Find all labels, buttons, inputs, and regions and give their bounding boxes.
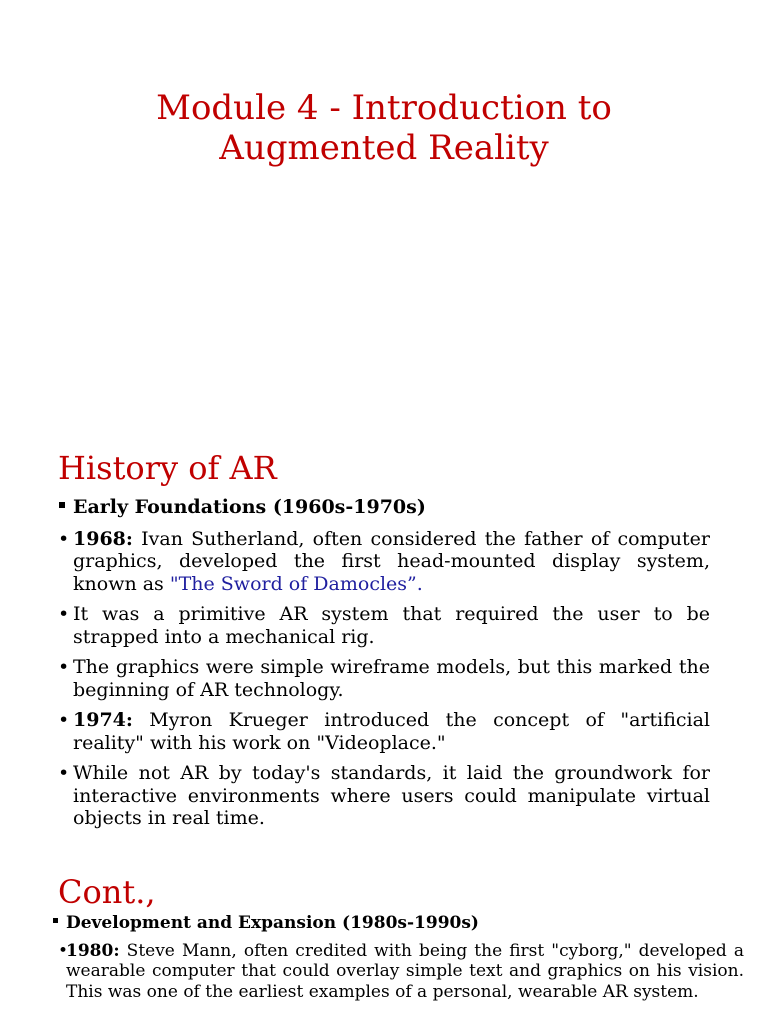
list-item: [58, 528, 710, 596]
year-label: 1968:: [73, 527, 133, 550]
cont-subheading: Development and Expansion (1980s-1990s): [58, 913, 744, 934]
square-bullet-icon: [53, 918, 58, 923]
square-bullet-icon: [59, 502, 65, 508]
item-text: It was a primitive AR system that required the user to be strapped into a mechanical rig.: [73, 603, 710, 648]
cont-heading: Cont.,: [58, 873, 156, 911]
cont-bullet-list: [58, 913, 744, 1002]
history-subheading: Early Foundations (1960s-1970s): [58, 496, 710, 519]
year-label: 1980:: [66, 940, 120, 961]
item-text: While not AR by today's standards, it laid the groundwork for interactive environments where users could manipulate virtual objects in real time.: [73, 762, 710, 829]
item-text: The graphics were simple wireframe models, but this marked the beginning of AR technology.: [73, 656, 710, 701]
title-slide: [0, 88, 768, 168]
module-title-line1: Module 4 - Introduction to: [156, 88, 612, 128]
item-text: Myron Krueger introduced the concept of "artificial reality" with his work on "Videoplace.": [73, 709, 710, 754]
list-item: [58, 656, 710, 701]
list-item: [58, 941, 744, 1003]
year-label: 1974:: [73, 709, 133, 731]
list-item: [58, 709, 710, 754]
list-item: [58, 603, 710, 648]
item-text: Ivan Sutherland, often considered the father of computer graphics, developed the first head-mounted display system, known as: [73, 527, 710, 595]
sword-of-damocles-text: "The Sword of Damocles”.: [169, 572, 423, 595]
module-title: [0, 88, 768, 168]
list-item: [58, 762, 710, 830]
module-title-line2: Augmented Reality: [219, 128, 549, 168]
history-heading: History of AR: [58, 449, 277, 487]
bullet-icon: •: [58, 762, 70, 784]
bullet-icon: •: [58, 709, 70, 731]
cont-slide: [0, 872, 768, 1009]
bullet-icon: •: [58, 656, 70, 678]
history-bullet-list: [58, 496, 710, 830]
history-slide: [0, 448, 768, 838]
item-text: Steve Mann, often credited with being the first "cyborg," developed a wearable computer that could overlay simple text and graphics on his vision. This was one of the earliest examples of a personal, wearable AR system.: [66, 940, 744, 1002]
bullet-icon: •: [58, 940, 69, 961]
bullet-icon: •: [58, 527, 70, 550]
bullet-icon: •: [58, 603, 70, 625]
